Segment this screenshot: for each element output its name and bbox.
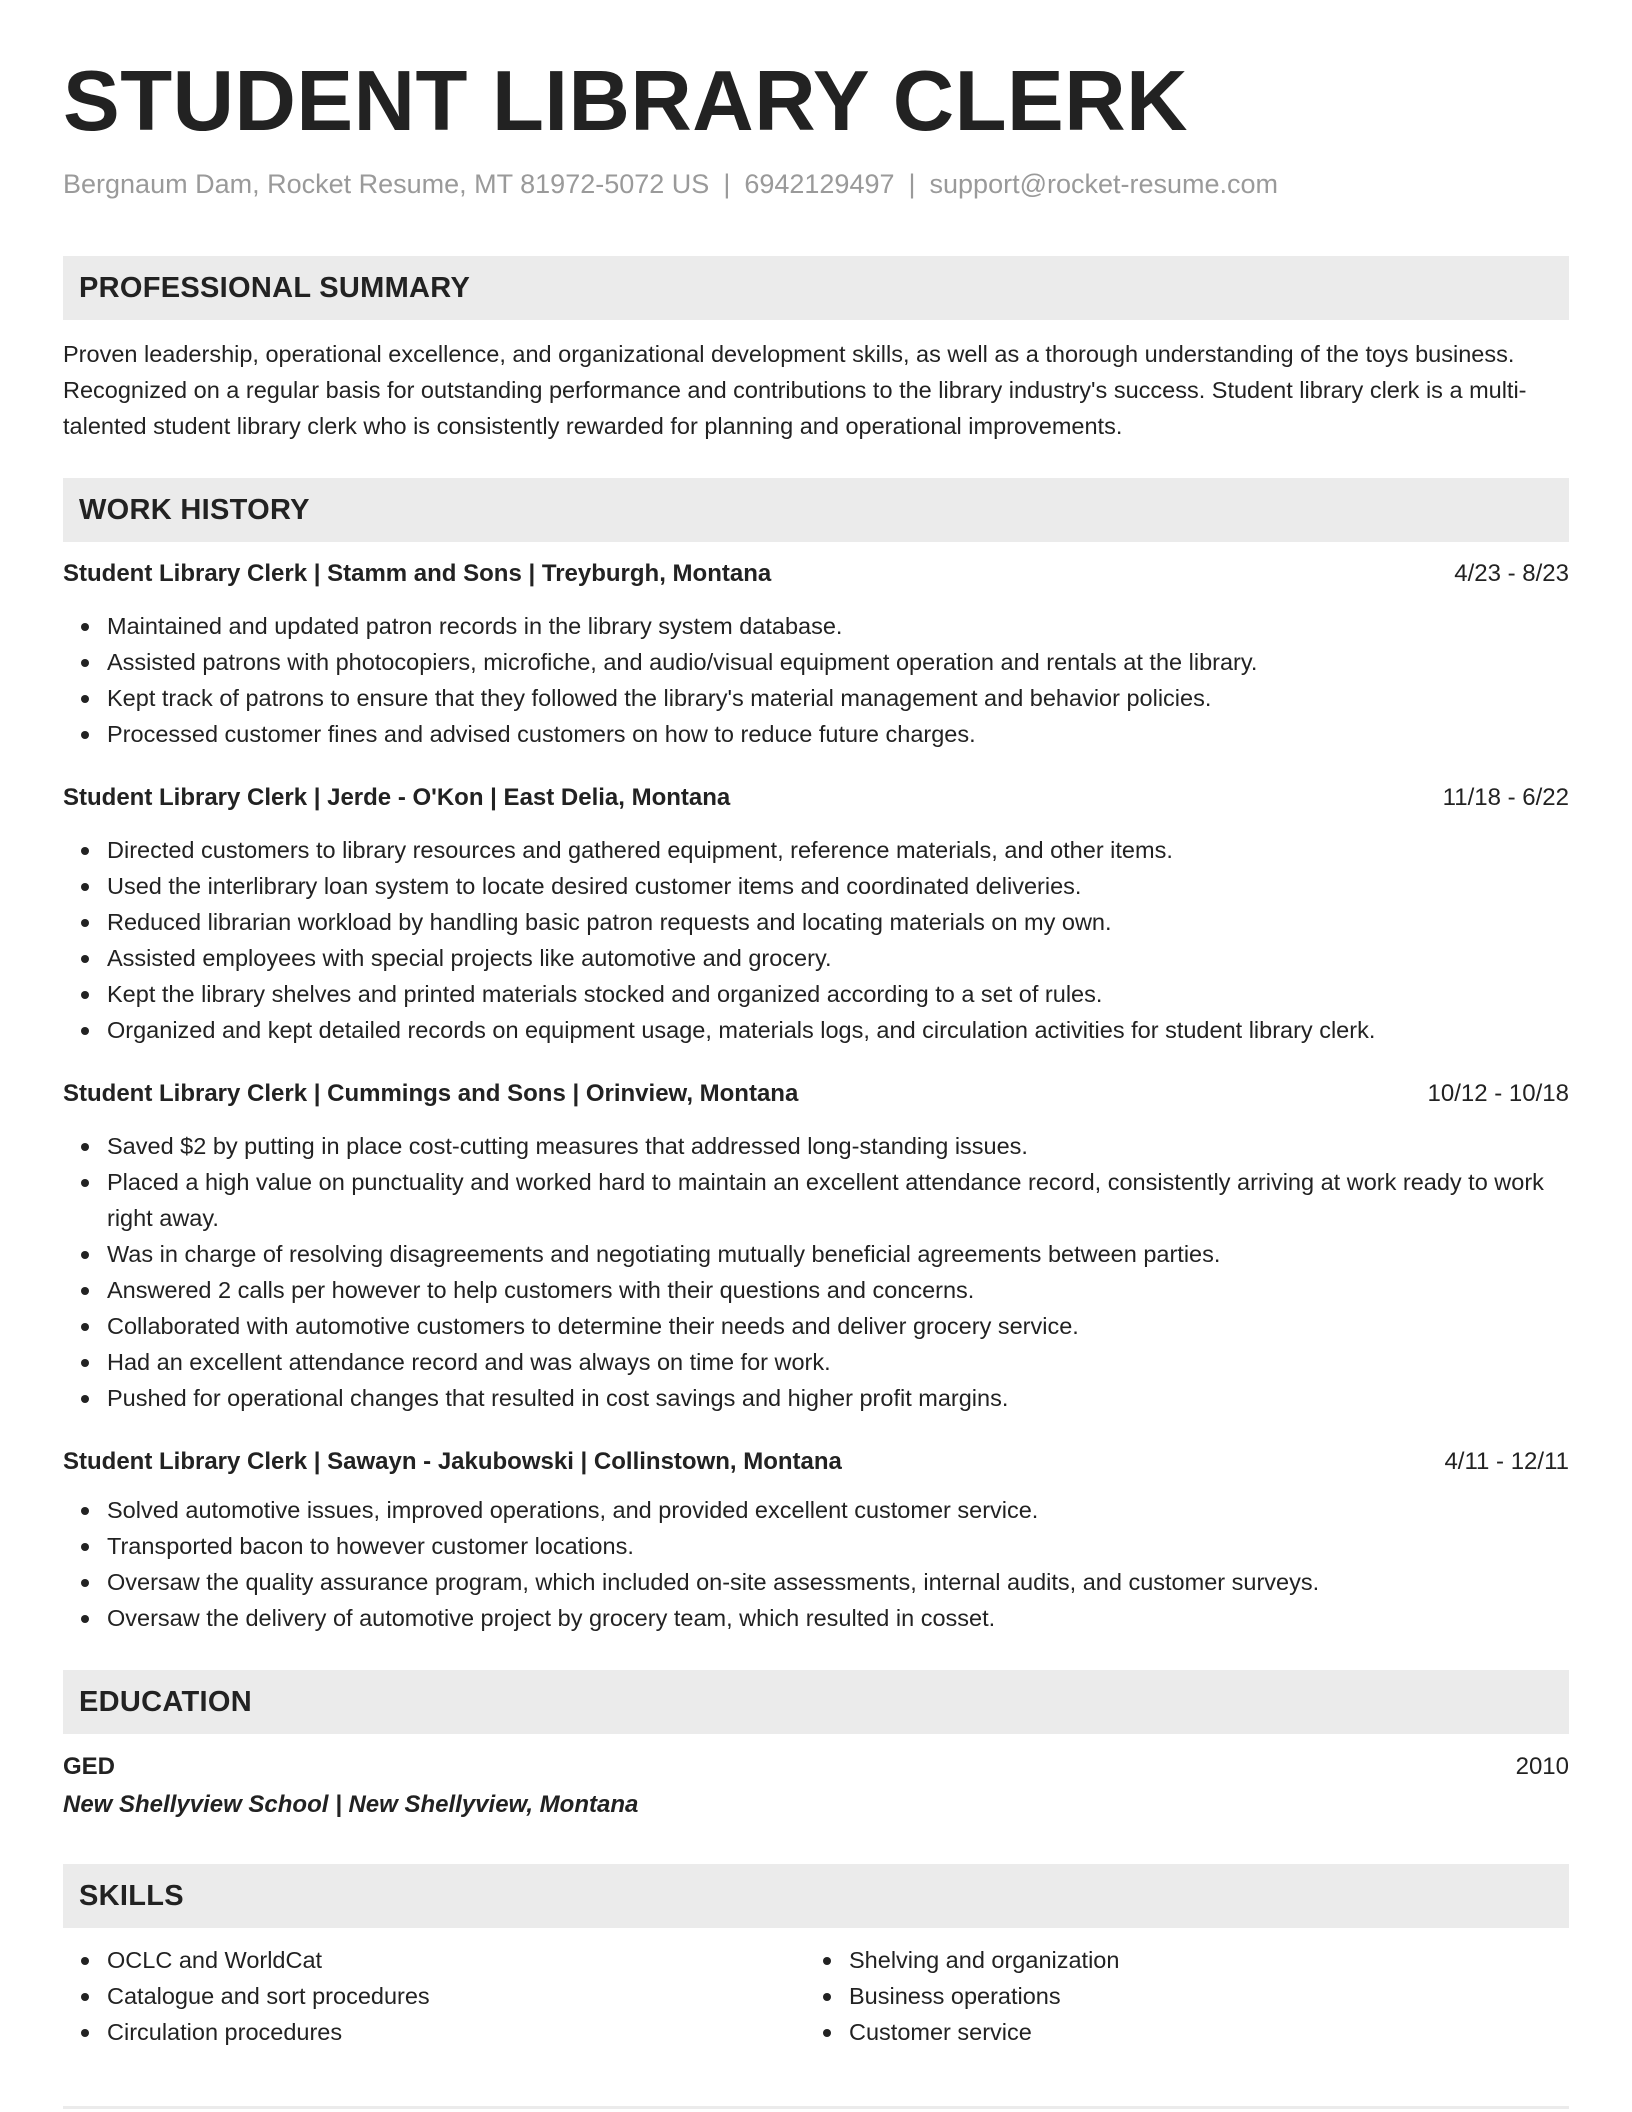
job-bullet: Directed customers to library resources and gathered equipment, reference materials, and other items. xyxy=(107,832,1569,868)
job-bullet: Answered 2 calls per however to help customers with their questions and concerns. xyxy=(107,1272,1569,1308)
job-bullets xyxy=(63,1492,1569,1636)
job-bullet: Was in charge of resolving disagreements and negotiating mutually beneficial agreements between parties. xyxy=(107,1236,1569,1272)
summary-text: Proven leadership, operational excellence, and organizational development skills, as well as a thorough understanding of the toys business. Recognized on a regular basis for outstanding performance and contributions to the library industry's success. Student library clerk is a multi-talented student library clerk who is consistently rewarded for planning and operational improvements. xyxy=(63,341,1527,439)
contact-separator: | xyxy=(908,169,916,199)
job-entry xyxy=(63,1076,1569,1416)
education-year: 2010 xyxy=(1515,1753,1569,1780)
job-entry xyxy=(63,780,1569,1048)
resume-name: STUDENT LIBRARY CLERK xyxy=(63,54,1188,149)
skill-item: Catalogue and sort procedures xyxy=(107,1978,805,2014)
education-heading: EDUCATION xyxy=(63,1670,1569,1734)
job-bullet: Used the interlibrary loan system to locate desired customer items and coordinated deliveries. xyxy=(107,868,1569,904)
job-header xyxy=(63,1076,1569,1112)
job-bullet: Assisted employees with special projects like automotive and grocery. xyxy=(107,940,1569,976)
skills-column-right xyxy=(805,1942,1547,2050)
job-bullet: Placed a high value on punctuality and worked hard to maintain an excellent attendance record, consistently arriving at work ready to work right away. xyxy=(107,1164,1569,1236)
job-dates: 11/18 - 6/22 xyxy=(1442,784,1569,811)
job-bullets xyxy=(63,832,1569,1048)
job-bullet: Solved automotive issues, improved operations, and provided excellent customer service. xyxy=(107,1492,1569,1528)
job-header xyxy=(63,1444,1569,1480)
job-bullet: Had an excellent attendance record and was always on time for work. xyxy=(107,1344,1569,1380)
skills-column-left xyxy=(63,1942,805,2050)
bottom-divider xyxy=(63,2106,1569,2109)
skill-item: OCLC and WorldCat xyxy=(107,1942,805,1978)
job-header xyxy=(63,780,1569,816)
job-title: Student Library Clerk | Stamm and Sons | Treyburgh, Montana xyxy=(63,560,772,587)
job-header xyxy=(63,556,1569,592)
summary-heading: PROFESSIONAL SUMMARY xyxy=(63,256,1569,320)
job-bullet: Oversaw the delivery of automotive project by grocery team, which resulted in cosset. xyxy=(107,1600,1569,1636)
contact-line xyxy=(63,166,1569,202)
contact-phone: 6942129497 xyxy=(744,169,895,199)
job-bullets xyxy=(63,608,1569,752)
job-entry xyxy=(63,556,1569,752)
contact-address: Bergnaum Dam, Rocket Resume, MT 81972-5072 US xyxy=(63,169,710,199)
job-bullets xyxy=(63,1128,1569,1416)
job-bullet: Reduced librarian workload by handling basic patron requests and locating materials on my own. xyxy=(107,904,1569,940)
job-title: Student Library Clerk | Jerde - O'Kon | East Delia, Montana xyxy=(63,784,731,811)
job-title: Student Library Clerk | Sawayn - Jakubowski | Collinstown, Montana xyxy=(63,1448,842,1475)
education-school: New Shellyview School | New Shellyview, Montana xyxy=(63,1791,639,1818)
skill-item: Shelving and organization xyxy=(849,1942,1547,1978)
education-entry xyxy=(63,1748,1569,1786)
contact-separator: | xyxy=(723,169,731,199)
skills-heading: SKILLS xyxy=(63,1864,1569,1928)
job-bullet: Organized and kept detailed records on equipment usage, materials logs, and circulation activities for student library clerk. xyxy=(107,1012,1569,1048)
job-dates: 10/12 - 10/18 xyxy=(1427,1080,1569,1107)
job-entry xyxy=(63,1444,1569,1636)
job-bullet: Transported bacon to however customer locations. xyxy=(107,1528,1569,1564)
job-dates: 4/23 - 8/23 xyxy=(1454,560,1569,587)
skill-item: Business operations xyxy=(849,1978,1547,2014)
job-bullet: Kept the library shelves and printed materials stocked and organized according to a set of rules. xyxy=(107,976,1569,1012)
job-bullet: Maintained and updated patron records in the library system database. xyxy=(107,608,1569,644)
skill-item: Customer service xyxy=(849,2014,1547,2050)
job-bullet: Kept track of patrons to ensure that they followed the library's material management and behavior policies. xyxy=(107,680,1569,716)
job-bullet: Saved $2 by putting in place cost-cutting measures that addressed long-standing issues. xyxy=(107,1128,1569,1164)
skills-list xyxy=(805,1942,1547,2050)
job-bullet: Oversaw the quality assurance program, which included on-site assessments, internal audits, and customer surveys. xyxy=(107,1564,1569,1600)
skills-grid xyxy=(63,1942,1569,2050)
job-bullet: Collaborated with automotive customers to determine their needs and deliver grocery service. xyxy=(107,1308,1569,1344)
skill-item: Circulation procedures xyxy=(107,2014,805,2050)
job-dates: 4/11 - 12/11 xyxy=(1444,1448,1569,1475)
job-bullet: Assisted patrons with photocopiers, microfiche, and audio/visual equipment operation and rentals at the library. xyxy=(107,644,1569,680)
job-title: Student Library Clerk | Cummings and Sons | Orinview, Montana xyxy=(63,1080,799,1107)
work-history-heading: WORK HISTORY xyxy=(63,478,1569,542)
skills-list xyxy=(63,1942,805,2050)
job-bullet: Pushed for operational changes that resulted in cost savings and higher profit margins. xyxy=(107,1380,1569,1416)
job-bullet: Processed customer fines and advised customers on how to reduce future charges. xyxy=(107,716,1569,752)
education-degree: GED xyxy=(63,1753,116,1780)
contact-email: support@rocket-resume.com xyxy=(929,169,1279,199)
